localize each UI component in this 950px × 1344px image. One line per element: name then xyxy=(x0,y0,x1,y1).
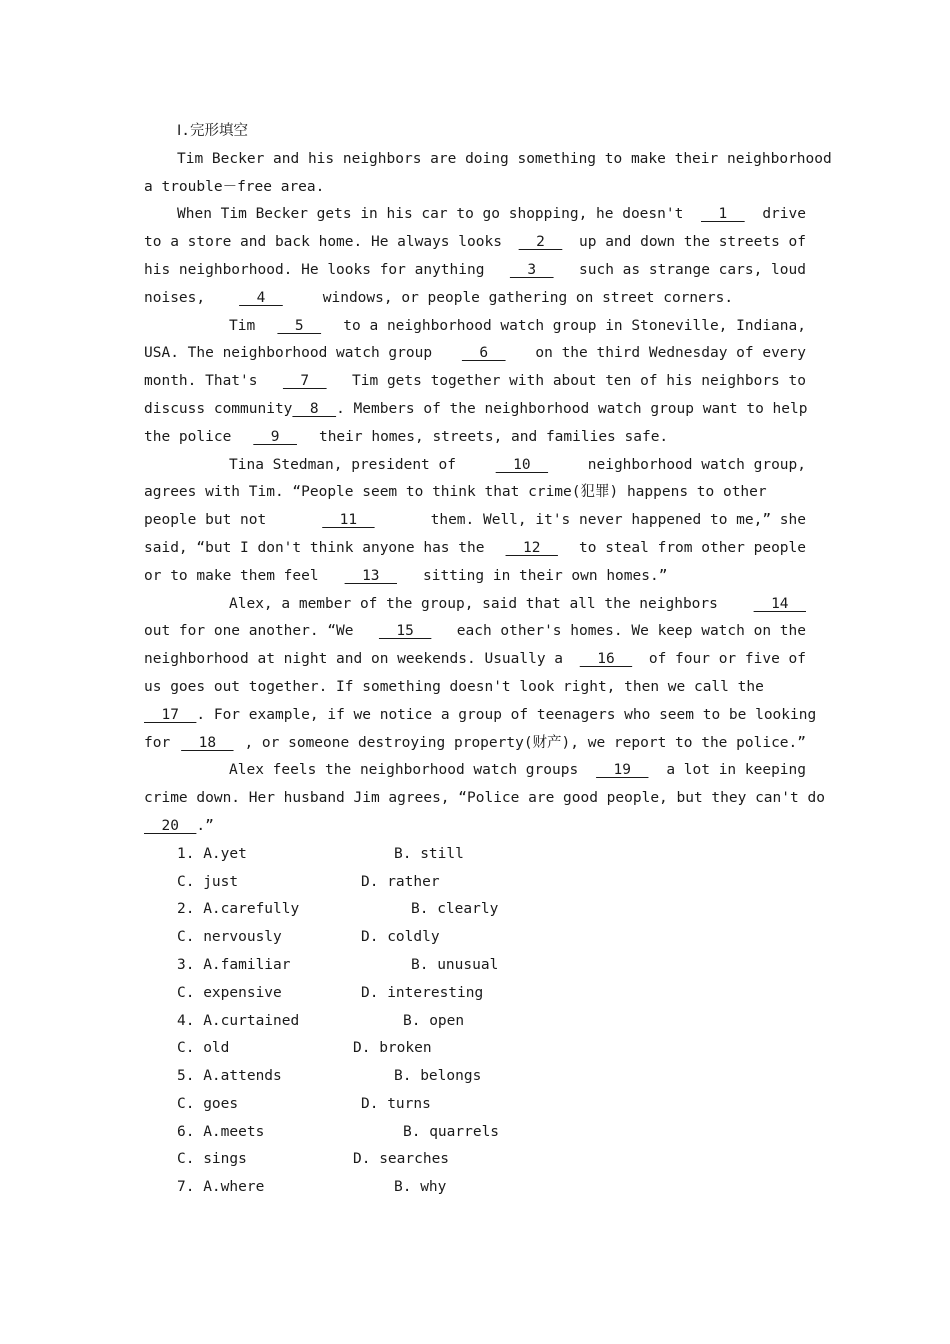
passage-line: for 18 , or someone destroying property(财产), we report to the police.” xyxy=(144,730,806,758)
option-b: B. why xyxy=(394,1179,447,1196)
option-a: 3. A.familiar xyxy=(177,956,291,973)
option-a: 6. A.meets xyxy=(177,1123,265,1140)
option-row xyxy=(144,1119,806,1147)
option-a: 5. A.attends xyxy=(177,1068,282,1085)
option-c: C. just xyxy=(177,873,239,890)
blank-2: 2 xyxy=(518,234,563,251)
option-c: C. sings xyxy=(177,1151,247,1168)
passage-line: a trouble－free area. xyxy=(144,178,325,195)
option-d: D. rather xyxy=(361,873,440,890)
option-d: D. turns xyxy=(361,1095,431,1112)
passage-line: month. That's 7 Tim gets together with about ten of his neighbors to xyxy=(144,368,806,396)
option-row xyxy=(144,924,806,952)
option-row xyxy=(144,980,806,1008)
blank-12: 12 xyxy=(505,539,558,556)
option-d: D. coldly xyxy=(361,929,440,946)
blank-3: 3 xyxy=(509,261,554,278)
blank-19: 19 xyxy=(596,762,649,779)
passage-line: said, “but I don't think anyone has the 12 to steal from other people xyxy=(144,535,806,563)
passage-line: discuss community 8 . Members of the neighborhood watch group want to help xyxy=(144,396,806,424)
passage-line: Tina Stedman, president of 10 neighborhood watch group, xyxy=(144,452,806,480)
option-row xyxy=(144,1174,806,1202)
option-row xyxy=(144,1063,806,1091)
option-row xyxy=(144,952,806,980)
passage-line: neighborhood at night and on weekends. Usually a 16 of four or five of xyxy=(144,646,806,674)
option-b: B. clearly xyxy=(411,901,499,918)
option-b: B. open xyxy=(403,1012,465,1029)
passage-line: Alex feels the neighborhood watch groups 19 a lot in keeping xyxy=(144,757,806,785)
blank-20: 20 xyxy=(144,817,197,834)
blank-10: 10 xyxy=(495,456,549,473)
passage-line: Tim 5 to a neighborhood watch group in Stoneville, Indiana, xyxy=(144,313,806,341)
option-d: D. interesting xyxy=(361,984,484,1001)
passage-line: 20 .” xyxy=(144,813,806,841)
option-row xyxy=(144,869,806,897)
passage-line: us goes out together. If something doesn't look right, then we call the xyxy=(144,678,764,695)
blank-6: 6 xyxy=(461,345,506,362)
passage-line: agrees with Tim. “People seem to think that crime(犯罪) happens to other xyxy=(144,484,767,501)
blank-13: 13 xyxy=(344,567,397,584)
option-row xyxy=(144,1146,806,1174)
option-b: B. belongs xyxy=(394,1068,482,1085)
option-row xyxy=(144,1008,806,1036)
passage-line: Alex, a member of the group, said that all the neighbors 14 xyxy=(144,591,806,619)
passage-line: crime down. Her husband Jim agrees, “Police are good people, but they can't do xyxy=(144,790,825,807)
passage-line: the police 9 their homes, streets, and families safe. xyxy=(144,424,806,452)
passage-line: USA. The neighborhood watch group 6 on the third Wednesday of every xyxy=(144,340,806,368)
option-c: C. nervously xyxy=(177,929,282,946)
blank-9: 9 xyxy=(253,428,297,445)
option-a: 1. A.yet xyxy=(177,845,247,862)
option-c: C. expensive xyxy=(177,984,282,1001)
passage-line: to a store and back home. He always looks 2 up and down the streets of xyxy=(144,229,806,257)
blank-11: 11 xyxy=(322,512,375,529)
option-d: D. searches xyxy=(353,1151,450,1168)
blank-17: 17 xyxy=(144,706,197,723)
option-c: C. old xyxy=(177,1040,230,1057)
option-row xyxy=(144,1035,806,1063)
passage-line: noises, 4 windows, or people gathering on street corners. xyxy=(144,285,806,313)
blank-18: 18 xyxy=(181,734,234,751)
blank-14: 14 xyxy=(753,595,806,612)
passage-line: out for one another. “We 15 each other's homes. We keep watch on the xyxy=(144,618,806,646)
exercise-page xyxy=(144,118,832,1202)
passage-line: or to make them feel 13 sitting in their own homes.” xyxy=(144,563,806,591)
option-a: 4. A.curtained xyxy=(177,1012,300,1029)
option-d: D. broken xyxy=(353,1040,432,1057)
option-row xyxy=(144,896,806,924)
blank-15: 15 xyxy=(378,623,432,640)
option-a: 7. A.where xyxy=(177,1179,265,1196)
passage-line: When Tim Becker gets in his car to go shopping, he doesn't 1 drive xyxy=(144,201,806,229)
blank-5: 5 xyxy=(277,317,322,334)
blank-4: 4 xyxy=(239,289,283,306)
option-b: B. quarrels xyxy=(403,1123,500,1140)
option-b: B. still xyxy=(394,845,464,862)
blank-1: 1 xyxy=(701,206,745,223)
option-b: B. unusual xyxy=(411,956,499,973)
passage-line: 17 . For example, if we notice a group of teenagers who seem to be looking xyxy=(144,702,806,730)
option-row xyxy=(144,841,806,869)
section-title: Ⅰ.完形填空 xyxy=(177,123,249,139)
passage-line: people but not 11 them. Well, it's never happened to me,” she xyxy=(144,507,806,535)
blank-16: 16 xyxy=(579,651,633,668)
option-c: C. goes xyxy=(177,1095,239,1112)
passage-line: his neighborhood. He looks for anything 3 such as strange cars, loud xyxy=(144,257,806,285)
option-row xyxy=(144,1091,806,1119)
blank-7: 7 xyxy=(282,373,327,390)
passage-line: Tim Becker and his neighbors are doing something to make their neighborhood xyxy=(177,150,832,167)
option-a: 2. A.carefully xyxy=(177,901,300,918)
blank-8: 8 xyxy=(292,400,337,417)
